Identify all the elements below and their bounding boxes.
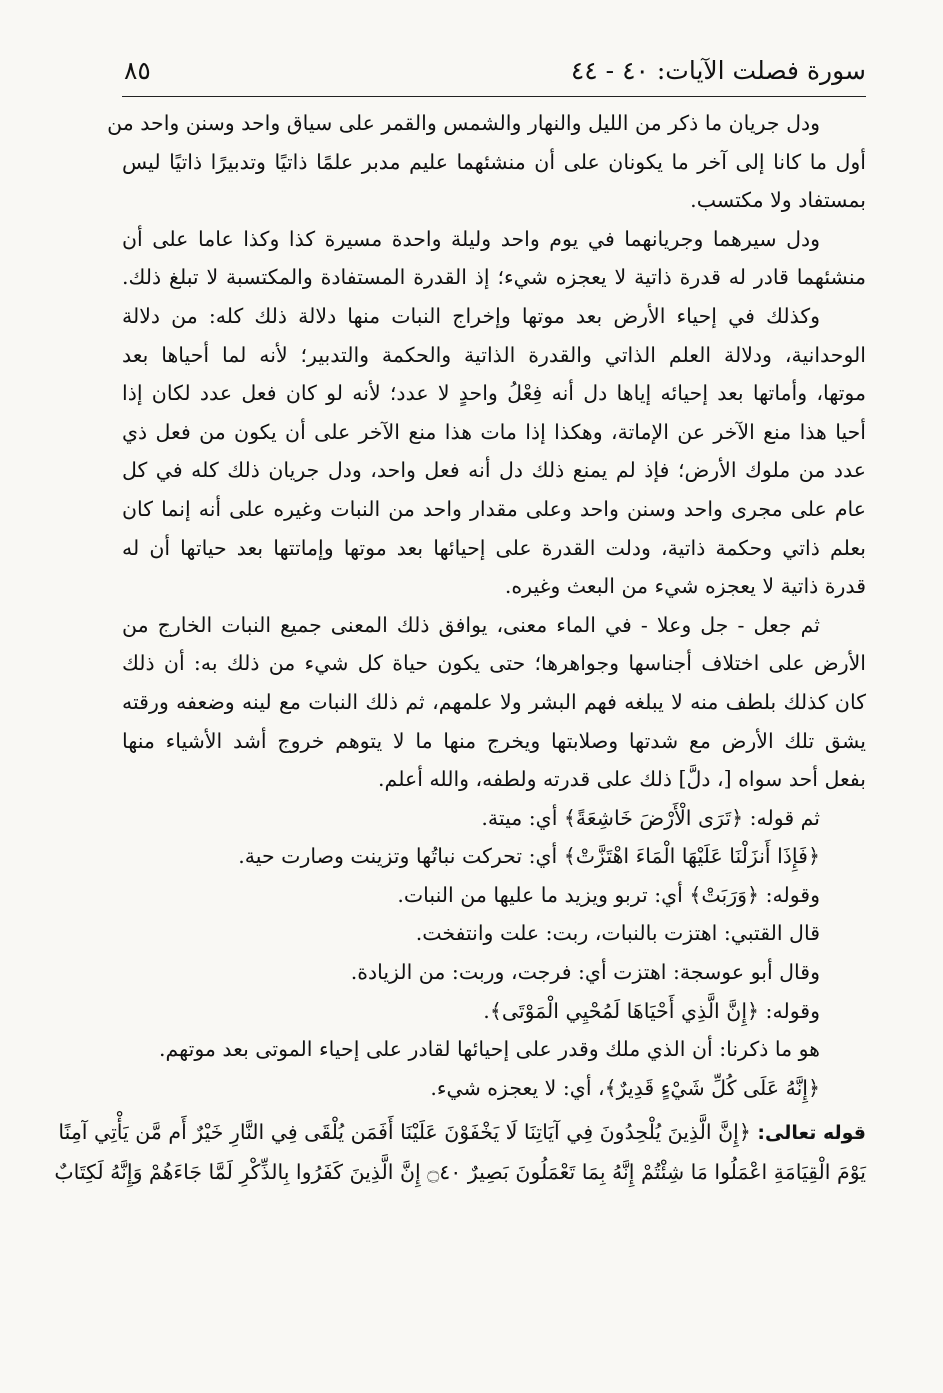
- text-line: وقوله: ﴿إِنَّ الَّذِي أَحْيَاهَا لَمُحْيِي الْمَوْتَى﴾.: [483, 998, 820, 1023]
- text-line: الأرض على اختلاف أجناسها وجواهرها؛ حتى يكون حياة كل شيء من ذلك به: أن ذلك: [122, 651, 866, 676]
- paragraph-3: [122, 297, 866, 606]
- text-line: وقوله: ﴿وَرَبَتْ﴾ أي: تربو ويزيد ما عليها من النبات.: [397, 882, 820, 907]
- text-line: ودل سيرهما وجريانهما في يوم واحد وليلة واحدة مسيرة كذا وكذا عاما على أن: [122, 226, 820, 251]
- page-header: [122, 44, 866, 97]
- text-line: يشق تلك الأرض مع شدتها وصلابتها ويخرج منها ما لا يتوهم خروج أشد الأشياء منها: [122, 728, 866, 753]
- verse-line-1: [58, 1113, 866, 1153]
- text-line: ﴿إِنَّهُ عَلَى كُلِّ شَيْءٍ قَدِيرٌ﴾، أي: لا يعجزه شيء.: [430, 1075, 820, 1100]
- text-line: بعلم ذاتي وحكمة ذاتية، ودلت القدرة على إحيائها بعد موتها وإماتتها بعد حياتها أن له: [122, 535, 866, 560]
- text-line: أحيا هذا منع الآخر عن الإماتة، وهكذا إذا مات هذا منع الآخر على أن يكون من فعل ذي: [122, 419, 866, 444]
- text-line: بمستفاد ولا مكتسب.: [690, 188, 866, 213]
- paragraph-1: [107, 104, 866, 220]
- paragraph-2: [122, 220, 866, 297]
- verse-block: [54, 1113, 866, 1191]
- text-line: ﴿فَإِذَا أَنزَلْنَا عَلَيْهَا الْمَاءَ اهْتَزَّتْ﴾ أي: تحركت نباتُها وتزينت وصارت حية.: [238, 844, 820, 869]
- text-line: ودل جريان ما ذكر من الليل والنهار والشمس والقمر على سياق واحد وسنن واحد من: [107, 111, 820, 135]
- text-line: وكذلك في إحياء الأرض بعد موتها وإخراج النبات منها دلالة ذلك كله: من دلالة: [122, 303, 820, 328]
- text-line: قدرة ذاتية لا يعجزه شيء من البعث وغيره.: [504, 574, 866, 599]
- text-line: ثم جعل - جل وعلا - في الماء معنى، يوافق ذلك المعنى جميع النبات الخارج من: [122, 612, 820, 637]
- text-line: موتها، وأماتها بعد إحيائه إياها دل أنه فِعْلُ واحدٍ لا عدد؛ لأنه لو كان فعل عدد لكان إذا: [122, 381, 866, 406]
- paragraph-4: [122, 606, 866, 799]
- page-number: ٨٥: [124, 56, 151, 85]
- text-line: وقال أبو عوسجة: اهتزت أي: فرجت، وربت: من الزيادة.: [350, 960, 820, 985]
- text-line: أول ما كانا إلى آخر ما يكونان على أن منشئهما عليم مدبر علمًا ذاتيًا وتدبيرًا ذاتيًا ليس: [122, 149, 866, 174]
- text-line: منشئهما قادر له قدرة ذاتية لا يعجزه شيء؛ إذ القدرة المستفادة والمكتسبة لا تبلغ ذلك.: [122, 265, 866, 290]
- running-title: سورة فصلت الآيات: ٤٠ - ٤٤: [570, 56, 866, 85]
- text-line: قال القتبي: اهتزت بالنبات، ربت: علت وانتفخت.: [415, 921, 820, 946]
- text-line: كان كذلك بلطف منه لا يبلغه فهم البشر ولا علمهم، ثم ذلك النبات مع لينه وضعفه ورقته: [122, 689, 866, 714]
- verse-text-1: ﴿إِنَّ الَّذِينَ يُلْحِدُونَ فِي آيَاتِنَا لَا يَخْفَوْنَ عَلَيْنَا أَفَمَن يُلْقَى فِي النَّارِ خَيْرٌ أَم مَّن يَأْتِي آمِنًا: [58, 1120, 751, 1145]
- short-lines: [122, 799, 866, 1031]
- text-line: هو ما ذكرنا: أن الذي ملك وقدر على إحيائها لقادر على إحياء الموتى بعد موتهم.: [159, 1037, 820, 1062]
- verse-line-2: يَوْمَ الْقِيَامَةِ اعْمَلُوا مَا شِئْتُمْ إِنَّهُ بِمَا تَعْمَلُونَ بَصِيرٌ ۝٤٠ إِنَّ الَّذِينَ كَفَرُوا بِالذِّكْرِ لَمَّا جَاءَهُمْ وَإِنَّهُ لَكِتَابٌ: [54, 1160, 866, 1185]
- text-line: عام على مجرى واحد وسنن واحد وعلى مقدار واحد من النبات وغيره على أنه إنما كان: [122, 496, 866, 521]
- paragraph-final: [122, 1030, 866, 1107]
- text-line: ثم قوله: ﴿تَرَى الْأَرْضَ خَاشِعَةً﴾ أي: ميتة.: [481, 805, 820, 830]
- text-line: الوحدانية، ودلالة العلم الذاتي والقدرة الذاتية والحكمة والتدبير؛ لأنه لما أحياها بعد: [122, 342, 866, 367]
- text-line: عدد من ملوك الأرض؛ فإذ لم يمنع ذلك دل أنه فعل واحد، ودل جريان ذلك كله في كل: [122, 458, 866, 483]
- page-body: [54, 104, 866, 1192]
- text-line: بفعل أحد سواه [، دلَّ] ذلك على قدرته ولطفه، والله أعلم.: [378, 767, 866, 792]
- verse-label: قوله تعالى:: [757, 1122, 866, 1145]
